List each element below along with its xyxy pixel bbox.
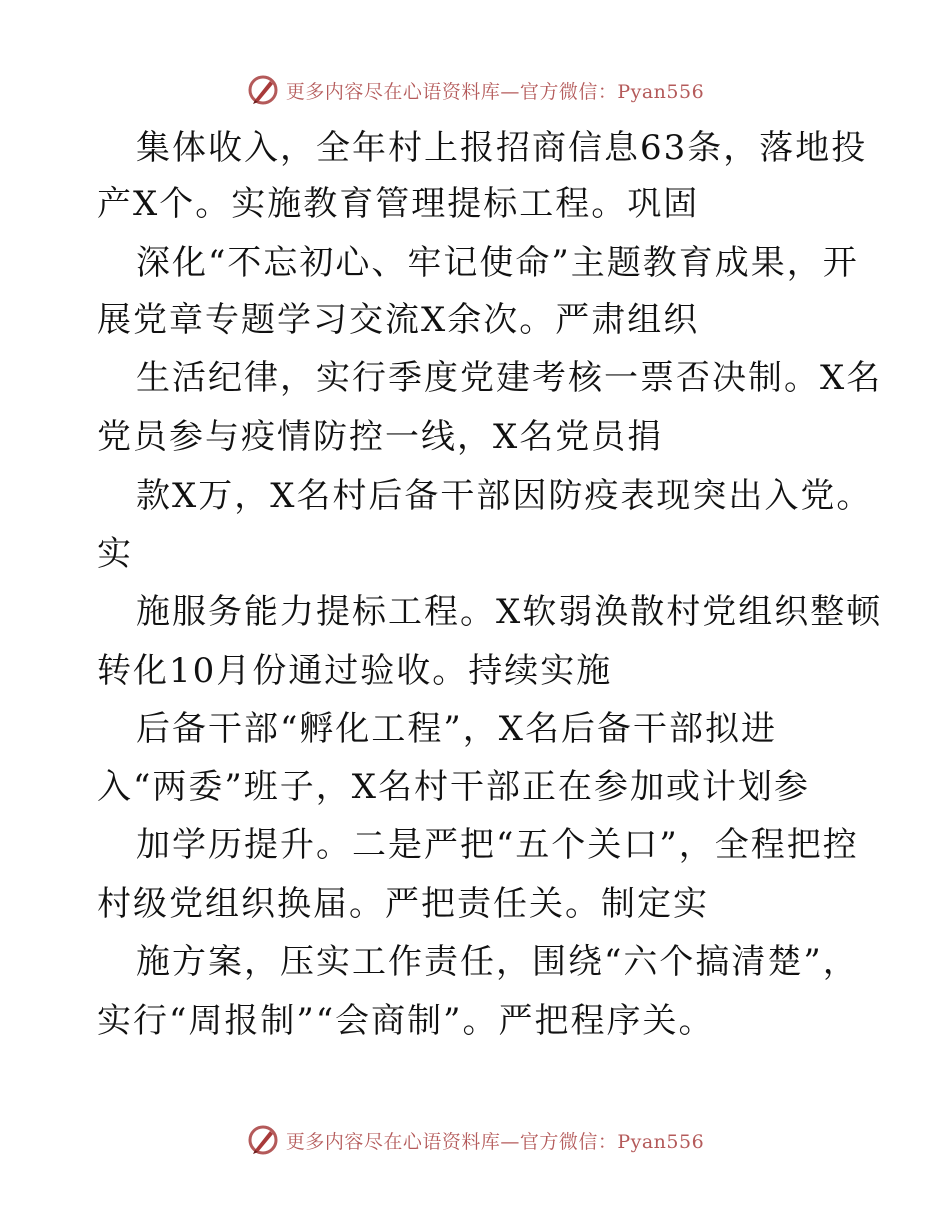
footer-watermark <box>0 1120 950 1160</box>
body-line: 集体收入，全年村上报招商信息63条，落地投 <box>136 128 868 168</box>
body-line: 生活纪律，实行季度党建考核一票否决制。X名 <box>136 358 883 398</box>
body-line: 后备干部“孵化工程”，X名后备干部拟进 <box>136 709 777 749</box>
body-line: 展党章专题学习交流X余次。严肃组织 <box>97 300 700 340</box>
body-line: 深化“不忘初心、牢记使命”主题教育成果，开 <box>136 243 859 283</box>
watermark-text: 更多内容尽在心语资料库—官方微信：Pyan556 <box>285 1130 705 1153</box>
body-line: 款X万，X名村后备干部因防疫表现突出入党。 <box>136 476 873 516</box>
body-line: 转化10月份通过验收。持续实施 <box>97 651 613 691</box>
watermark-text: 更多内容尽在心语资料库—官方微信：Pyan556 <box>285 80 705 103</box>
body-line: 实行“周报制”“会商制”。严把程序关。 <box>97 1001 715 1041</box>
body-line: 村级党组织换届。严把责任关。制定实 <box>97 884 709 924</box>
body-line: 施方案，压实工作责任，围绕“六个搞清楚”， <box>136 942 859 982</box>
pen-logo-icon <box>246 1123 280 1157</box>
body-line: 入“两委”班子，X名村干部正在参加或计划参 <box>97 767 810 807</box>
body-line: 产X个。实施教育管理提标工程。巩固 <box>97 184 700 224</box>
body-line: 实 <box>97 534 133 574</box>
body-line: 加学历提升。二是严把“五个关口”，全程把控 <box>136 825 859 865</box>
body-line: 施服务能力提标工程。X软弱涣散村党组织整顿 <box>136 592 883 632</box>
body-line: 党员参与疫情防控一线，X名党员捐 <box>97 417 664 457</box>
